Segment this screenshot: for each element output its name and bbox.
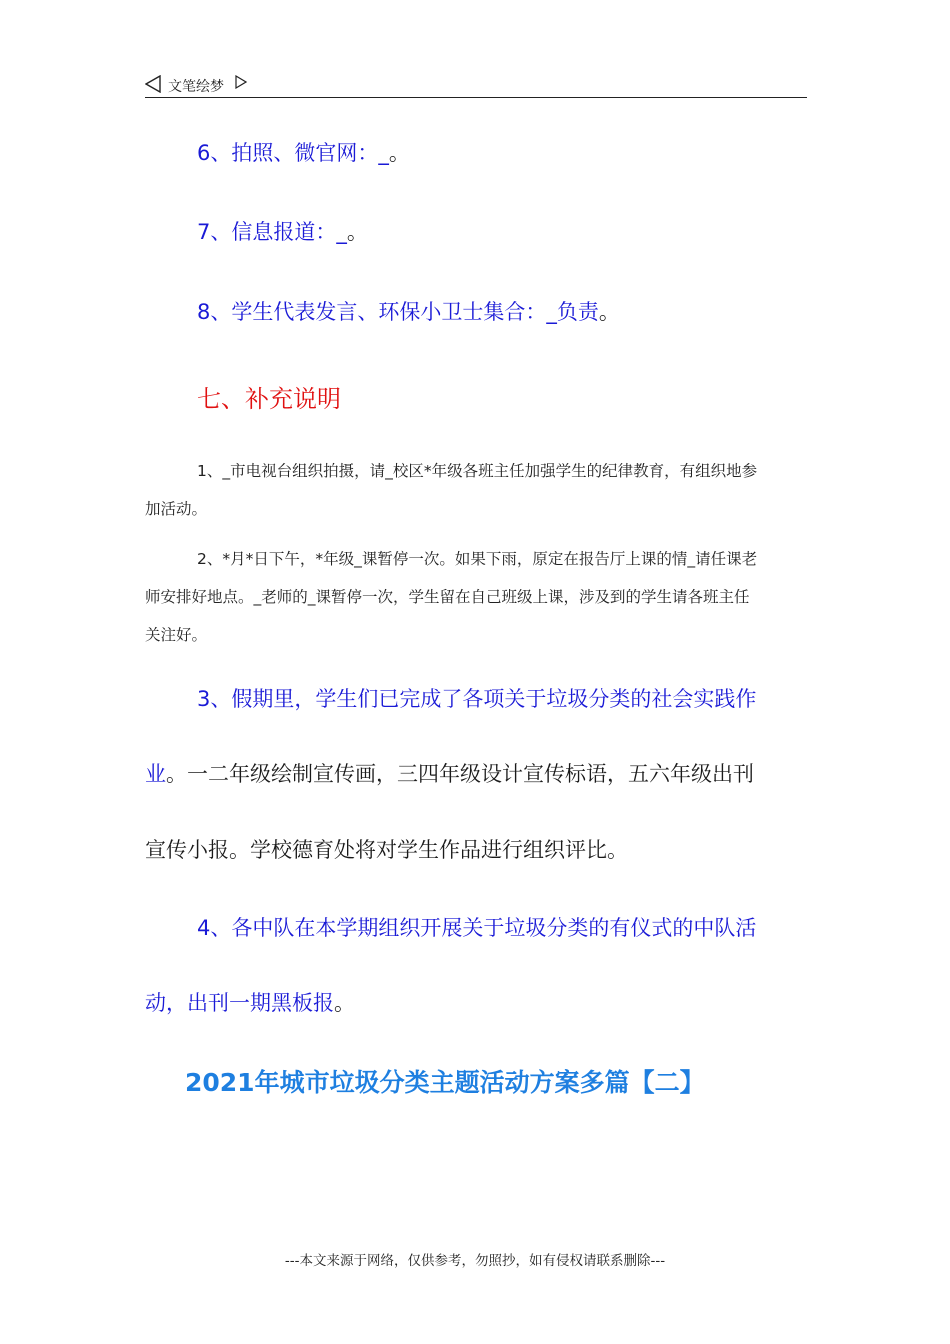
item-6: 6、拍照、微官网：_。 xyxy=(197,141,410,165)
section-heading-supplement: 七、补充说明 xyxy=(197,385,341,413)
supplement-p1-line2: 加活动。 xyxy=(145,500,208,518)
paragraph-3-line2: 业。一二年级绘制宣传画，三四年级设计宣传标语，五六年级出刊 xyxy=(145,762,754,786)
header-brand: 文笔绘梦 xyxy=(168,79,224,95)
item-7: 7、信息报道：_。 xyxy=(197,220,368,244)
supplement-p2-line1: 2、*月*日下午，*年级_课暂停一次。如果下雨，原定在报告厅上课的情_请任课老 xyxy=(197,550,758,568)
header-rule xyxy=(145,97,807,98)
supplement-p2-line3: 关注好。 xyxy=(145,626,208,644)
supplement-p1-line1: 1、_市电视台组织拍摄，请_校区*年级各班主任加强学生的纪律教育，有组织地参 xyxy=(197,462,758,480)
page-header xyxy=(145,72,807,98)
paragraph-3-line1: 3、假期里，学生们已完成了各项关于垃圾分类的社会实践作 xyxy=(197,687,757,711)
paragraph-4-line1: 4、各中队在本学期组织开展关于垃圾分类的有仪式的中队活 xyxy=(197,916,757,940)
document-title: 2021年城市垃圾分类主题活动方案多篇【二】 xyxy=(185,1068,705,1097)
item-8: 8、学生代表发言、环保小卫士集合：_负责。 xyxy=(197,300,620,324)
paragraph-3-line3: 宣传小报。学校德育处将对学生作品进行组织评比。 xyxy=(145,838,628,862)
supplement-p2-line2: 师安排好地点。_老师的_课暂停一次，学生留在自己班级上课，涉及到的学生请各班主任 xyxy=(145,588,750,606)
triangle-right-icon xyxy=(235,75,247,89)
footer-disclaimer: ---本文来源于网络，仅供参考，勿照抄，如有侵权请联系删除--- xyxy=(284,1253,666,1269)
paragraph-4-line2: 动，出刊一期黑板报。 xyxy=(145,991,355,1015)
triangle-left-icon xyxy=(145,75,161,93)
